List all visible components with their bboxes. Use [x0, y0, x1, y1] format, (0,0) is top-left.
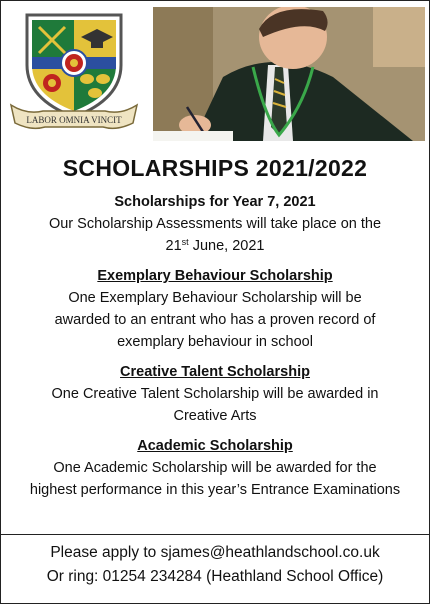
year7-date [5, 235, 425, 257]
academic-line: highest performance in this year’s Entrance Examinations [29, 482, 401, 498]
exemplary-line: awarded to an entrant who has a proven record of [54, 312, 376, 328]
main-content [1, 153, 429, 501]
exemplary-heading: Exemplary Behaviour Scholarship [97, 268, 333, 284]
student-photo [153, 7, 425, 141]
exemplary-line: exemplary behaviour in school [117, 334, 313, 350]
contact-footer [1, 534, 429, 603]
school-crest-logo [7, 7, 141, 139]
apply-email-line: Please apply to sjames@heathlandschool.co.uk [50, 544, 380, 561]
date-day: 21 [165, 238, 182, 254]
academic-heading: Academic Scholarship [137, 438, 293, 454]
date-suffix: st [181, 237, 189, 247]
page-title: SCHOLARSHIPS 2021/2022 [62, 155, 368, 181]
crest-motto: LABOR OMNIA VINCIT [26, 115, 122, 125]
creative-line: Creative Arts [173, 408, 257, 424]
creative-line: One Creative Talent Scholarship will be awarded in [51, 386, 379, 402]
academic-line: One Academic Scholarship will be awarded for the [53, 460, 377, 476]
header [1, 1, 429, 144]
year7-heading: Scholarships for Year 7, 2021 [114, 194, 316, 210]
creative-heading: Creative Talent Scholarship [120, 364, 310, 380]
date-rest: June, 2021 [188, 238, 265, 254]
year7-line1: Our Scholarship Assessments will take place on the [48, 216, 382, 232]
exemplary-line: One Exemplary Behaviour Scholarship will be [68, 290, 362, 306]
phone-line: Or ring: 01254 234284 (Heathland School Office) [46, 568, 384, 585]
